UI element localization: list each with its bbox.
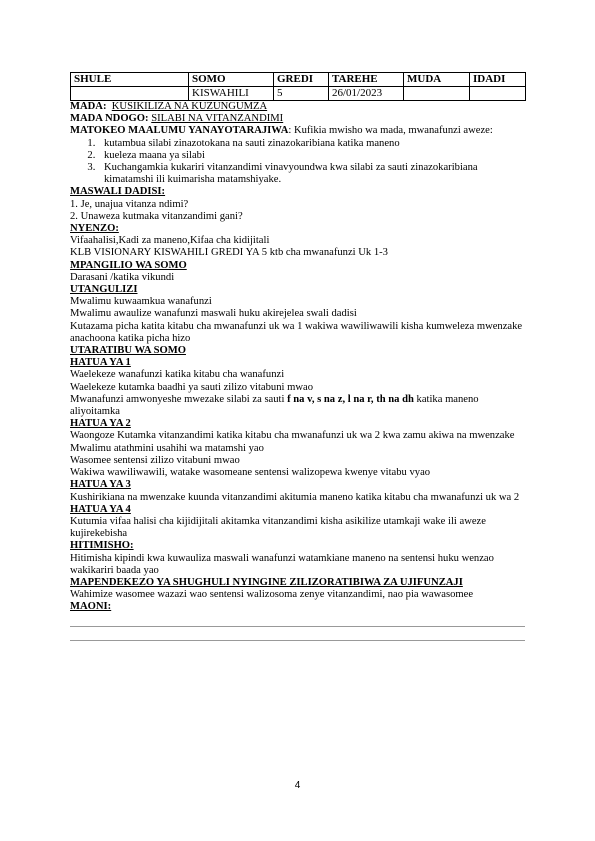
mapendekezo-heading: MAPENDEKEZO YA SHUGHULI NYINGINE ZILIZORATIBIWA ZA UJIFUNZAJI [70, 576, 463, 588]
header-table-head-row [71, 73, 526, 87]
utangulizi-line-1: Mwalimu kuwaamkua wanafunzi [70, 296, 212, 308]
hatua-4-heading: HATUA YA 4 [70, 503, 131, 515]
hatua-3-line-1: Kushirikiana na mwenzake kuunda vitanzandimi akitumia maneno katika kitabu cha mwanafunzi uk wa 2 [70, 491, 520, 503]
nyenzo-line-1: Vifaahalisi,Kadi za maneno,Kifaa cha kidijitali [70, 235, 270, 247]
utangulizi-line-3: Kutazama picha katita kitabu cha mwanafunzi uk wa 1 wakiwa wawiliwawili kisha kumweleza mwenzake anachoona katika picha hizo [70, 320, 523, 344]
objective-item: 2. kueleza maana ya silabi [98, 150, 525, 162]
mpangilio-line-1: Darasani /katika vikundi [70, 271, 175, 283]
hatua-1-heading: HATUA YA 1 [70, 357, 131, 369]
maoni-rule-2 [70, 640, 525, 641]
header-shule: SHULE [71, 73, 189, 87]
mada-value: KUSIKILIZA NA KUZUNGUMZA [111, 101, 268, 112]
matokeo-intro: : Kufikia mwisho wa mada, mwanafunzi aweze: [288, 125, 493, 137]
header-table [70, 72, 526, 101]
objective-item: 1. kutambua silabi zinazotokana na sauti zinazokaribiana katika maneno [98, 138, 525, 150]
objective-item: 3. Kuchangamkia kukariri vitanzandimi vinavyoundwa kwa silabi za sauti zinazokaribiana kimatamshi ili kuimarisha matamshiyake. [98, 162, 525, 186]
value-somo: KISWAHILI [189, 87, 274, 101]
header-muda: MUDA [404, 73, 470, 87]
hitimisho-heading: HITIMISHO: [70, 540, 134, 552]
hatua-1-line-2: Waelekeze kutamka baadhi ya sauti zilizo vitabuni mwao [70, 381, 314, 393]
hatua-1-line-3a: Mwanafunzi amwonyeshe mwezake silabi za sauti [70, 393, 288, 405]
lesson-plan [70, 72, 525, 641]
page-number: 4 [294, 780, 301, 791]
maswali-q1: 1. Je, unajua vitanza ndimi? [70, 198, 189, 210]
hatua-1-line-3c: katika maneno aliyoitamka [70, 393, 479, 418]
nyenzo-heading: NYENZO: [70, 223, 119, 235]
hatua-2-line-3: Wasomee sentensi zilizo vitabuni mwao [70, 454, 240, 466]
value-idadi [470, 87, 526, 101]
hatua-1-line-1: Waelekeze wanafunzi katika kitabu cha wanafunzi [70, 369, 285, 381]
value-tarehe: 26/01/2023 [329, 87, 404, 101]
hitimisho-line-1: Hitimisha kipindi kwa kuwauliza maswali wanafunzi watamkiane maneno na sentensi huku wenzao wakikariri baada yao [70, 552, 494, 576]
matokeo-label: MATOKEO MAALUMU YANAYOTARAJIWA [70, 125, 289, 137]
mada-ndogo-label: MADA NDOGO: [70, 113, 149, 125]
value-muda [404, 87, 470, 101]
hatua-4-line-1: Kutumia vifaa halisi cha kijidijitali akitamka vitanzandimi kisha asikilize utamkaji wake ili aweze kujirekebisha [70, 515, 486, 540]
hatua-2-heading: HATUA YA 2 [70, 418, 131, 430]
mapendekezo-line-1: Wahimize wasomee wazazi wao sentensi walizosoma zenye vitanzandimi, nao pia wawasomee [70, 589, 474, 601]
mada-ndogo-line [70, 113, 525, 125]
maswali-q2: 2. Unaweza kutmaka vitanzandimi gani? [70, 210, 243, 222]
nyenzo-line-2: KLB VISIONARY KISWAHILI GREDI YA 5 ktb cha mwanafunzi Uk 1-3 [70, 247, 388, 259]
utangulizi-line-2: Mwalimu awaulize wanafunzi maswali huku akirejelea swali dadisi [70, 308, 357, 320]
mada-line [70, 101, 525, 113]
mpangilio-heading: MPANGILIO WA SOMO [70, 259, 187, 271]
utangulizi-heading: UTANGULIZI [70, 284, 138, 296]
lesson-body [70, 101, 525, 641]
hatua-3-heading: HATUA YA 3 [70, 479, 131, 491]
mada-ndogo-value: SILABI NA VITANZANDIMI [151, 113, 284, 125]
maoni-heading: MAONI: [70, 601, 112, 613]
matokeo-line [70, 125, 525, 137]
header-idadi: IDADI [470, 73, 526, 87]
hatua-1-line-3 [70, 394, 525, 418]
value-shule [71, 87, 189, 101]
header-table-value-row [71, 87, 526, 101]
header-gredi: GREDI [274, 73, 329, 87]
header-tarehe: TAREHE [329, 73, 404, 87]
hatua-2-line-1: Waongoze Kutamka vitanzandimi katika kitabu cha mwanafunzi uk wa 2 kwa zamu akiwa na mwenzake [70, 430, 515, 442]
utaratibu-heading: UTARATIBU WA SOMO [70, 345, 186, 357]
maswali-heading: MASWALI DADISI: [70, 186, 166, 198]
hatua-2-line-4: Wakiwa wawiliwawili, watake wasomeane sentensi walizopewa kwenye vitabu vyao [70, 467, 431, 479]
objectives-list [70, 138, 525, 187]
value-gredi: 5 [274, 87, 329, 101]
mada-label: MADA: [70, 101, 107, 112]
hatua-1-sounds: f na v, s na z, l na r, th na dh [287, 393, 414, 405]
hatua-2-line-2: Mwalimu atathmini usahihi wa matamshi yao [70, 442, 264, 454]
header-somo: SOMO [189, 73, 274, 87]
